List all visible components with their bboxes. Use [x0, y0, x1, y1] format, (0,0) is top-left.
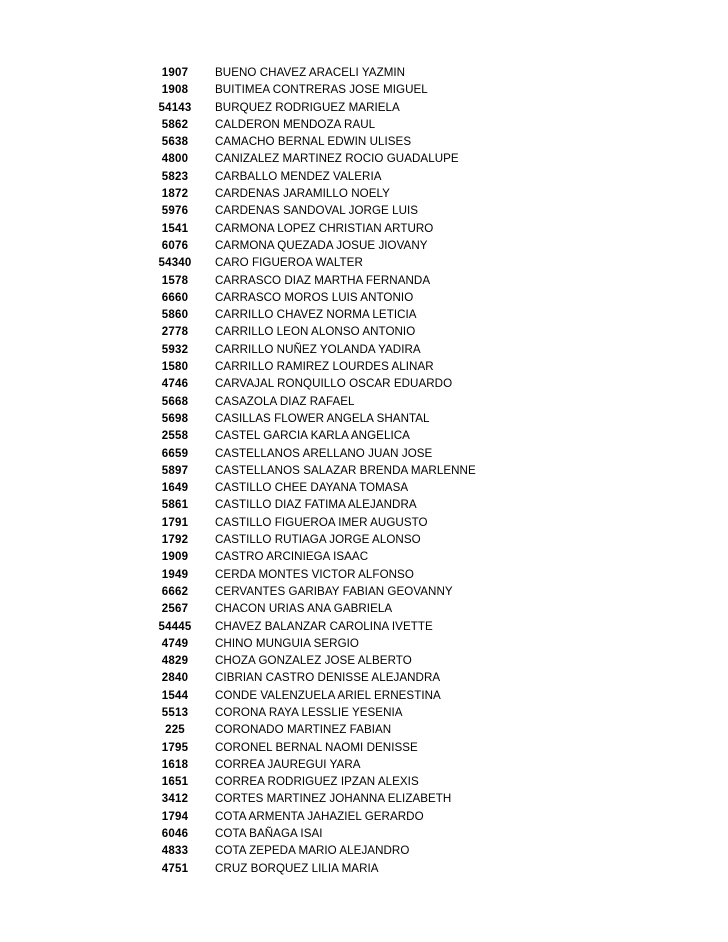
list-item [154, 306, 484, 323]
list-item [154, 531, 484, 548]
entry-id: 3412 [161, 793, 189, 806]
entry-name: BURQUEZ RODRIGUEZ MARIELA [215, 100, 400, 114]
list-item [154, 168, 484, 185]
entry-name: COTA ARMENTA JAHAZIEL GERARDO [215, 809, 424, 823]
entry-name: CASTILLO CHEE DAYANA TOMASA [215, 481, 409, 495]
entry-name: COTA ZEPEDA MARIO ALEJANDRO [215, 844, 410, 858]
entry-name: CASTILLO DIAZ FATIMA ALEJANDRA [215, 498, 417, 512]
entry-id: 54445 [158, 620, 192, 633]
list-item [154, 566, 484, 583]
list-item [154, 393, 484, 410]
list-item [154, 669, 484, 686]
entry-id: 4800 [161, 153, 189, 166]
list-item [154, 410, 484, 427]
entry-id: 1618 [161, 758, 189, 771]
entry-name: CARRASCO DIAZ MARTHA FERNANDA [215, 273, 431, 287]
list-item [154, 375, 484, 392]
entry-id: 1872 [161, 188, 189, 201]
entry-name: CARVAJAL RONQUILLO OSCAR EDUARDO [215, 377, 453, 391]
entry-id: 1794 [161, 810, 189, 823]
list-item [154, 773, 484, 790]
entry-name: CASILLAS FLOWER ANGELA SHANTAL [215, 411, 430, 425]
entry-id: 1907 [161, 67, 189, 79]
entry-id: 225 [165, 724, 185, 737]
list-item [154, 99, 484, 116]
entry-id: 2558 [161, 430, 189, 443]
list-item [154, 721, 484, 738]
entry-id: 6076 [161, 239, 189, 252]
entry-name: CARO FIGUEROA WALTER [215, 256, 363, 270]
entry-id: 5861 [161, 499, 189, 512]
entry-id: 54143 [158, 101, 192, 114]
entry-id: 6662 [161, 585, 189, 598]
entry-name: CRUZ BORQUEZ LILIA MARIA [215, 861, 379, 875]
list-item [154, 704, 484, 721]
entry-id: 2567 [161, 603, 189, 616]
list-item [154, 64, 484, 81]
list-item [154, 618, 484, 635]
entry-id: 5976 [161, 205, 189, 218]
entry-name: CASTELLANOS ARELLANO JUAN JOSE [215, 446, 433, 460]
entry-name: CARRILLO LEON ALONSO ANTONIO [215, 325, 416, 339]
list-item [154, 825, 484, 842]
entry-id: 1651 [161, 776, 189, 789]
entry-id: 1909 [161, 551, 189, 564]
entry-name: CERVANTES GARIBAY FABIAN GEOVANNY [215, 584, 453, 598]
list-item [154, 237, 484, 254]
entry-id: 1649 [161, 482, 189, 495]
entry-name: CHAVEZ BALANZAR CAROLINA IVETTE [215, 619, 433, 633]
entry-name: CORONA RAYA LESSLIE YESENIA [215, 705, 403, 719]
entry-id: 5897 [161, 464, 189, 477]
entry-name: CARMONA LOPEZ CHRISTIAN ARTURO [215, 221, 434, 235]
entry-id: 5823 [161, 170, 189, 183]
entry-name: COTA BAÑAGA ISAI [215, 827, 323, 841]
entry-id: 2840 [161, 672, 189, 685]
entry-id: 4749 [161, 637, 189, 650]
entry-name: CONDE VALENZUELA ARIEL ERNESTINA [215, 688, 441, 702]
entry-name: CARBALLO MENDEZ VALERIA [215, 169, 382, 183]
entry-name: CARDENAS SANDOVAL JORGE LUIS [215, 204, 419, 218]
list-item [154, 358, 484, 375]
entry-id: 6660 [161, 291, 189, 304]
list-item [154, 81, 484, 98]
list-item [154, 150, 484, 167]
entry-id: 5698 [161, 412, 189, 425]
list-item [154, 583, 484, 600]
entry-name: CARMONA QUEZADA JOSUE JIOVANY [215, 238, 428, 252]
list-item [154, 116, 484, 133]
list-item [154, 842, 484, 859]
entry-id: 5638 [161, 136, 189, 149]
entry-name: CARRILLO NUÑEZ YOLANDA YADIRA [215, 342, 421, 356]
entry-name: BUENO CHAVEZ ARACELI YAZMIN [215, 66, 406, 79]
list-item [154, 790, 484, 807]
entry-name: CIBRIAN CASTRO DENISSE ALEJANDRA [215, 671, 441, 685]
name-list [154, 64, 484, 877]
entry-name: CASAZOLA DIAZ RAFAEL [215, 394, 355, 408]
entry-name: CASTILLO FIGUEROA IMER AUGUSTO [215, 515, 428, 529]
entry-id: 5862 [161, 118, 189, 131]
entry-id: 6659 [161, 447, 189, 460]
entry-id: 5932 [161, 343, 189, 356]
entry-id: 4751 [161, 862, 189, 875]
entry-name: CARRASCO MOROS LUIS ANTONIO [215, 290, 414, 304]
entry-name: CERDA MONTES VICTOR ALFONSO [215, 567, 414, 581]
entry-id: 4746 [161, 378, 189, 391]
entry-name: CARDENAS JARAMILLO NOELY [215, 187, 390, 201]
list-item [154, 133, 484, 150]
entry-name: CORTES MARTINEZ JOHANNA ELIZABETH [215, 792, 452, 806]
list-item [154, 514, 484, 531]
list-item [154, 445, 484, 462]
list-item [154, 254, 484, 271]
entry-name: BUITIMEA CONTRERAS JOSE MIGUEL [215, 83, 428, 97]
list-item [154, 185, 484, 202]
entry-name: CASTEL GARCIA KARLA ANGELICA [215, 429, 410, 443]
entry-id: 1949 [161, 568, 189, 581]
list-item [154, 462, 484, 479]
entry-id: 1578 [161, 274, 189, 287]
entry-id: 1908 [161, 84, 189, 97]
entry-id: 4829 [161, 655, 189, 668]
entry-id: 4833 [161, 845, 189, 858]
list-item [154, 341, 484, 358]
entry-id: 2778 [161, 326, 189, 339]
list-item [154, 548, 484, 565]
entry-name: CAMACHO BERNAL EDWIN ULISES [215, 135, 412, 149]
entry-id: 5668 [161, 395, 189, 408]
entry-id: 54340 [158, 257, 192, 270]
list-item [154, 272, 484, 289]
entry-id: 1544 [161, 689, 189, 702]
list-item [154, 687, 484, 704]
entry-id: 5513 [161, 706, 189, 719]
list-item [154, 652, 484, 669]
list-item [154, 289, 484, 306]
list-item [154, 479, 484, 496]
entry-name: CASTELLANOS SALAZAR BRENDA MARLENNE [215, 463, 476, 477]
entry-name: CASTILLO RUTIAGA JORGE ALONSO [215, 533, 421, 547]
entry-id: 1792 [161, 534, 189, 547]
entry-id: 1791 [161, 516, 189, 529]
entry-name: CHINO MUNGUIA SERGIO [215, 636, 360, 650]
entry-id: 1580 [161, 361, 189, 374]
entry-id: 1795 [161, 741, 189, 754]
entry-name: CALDERON MENDOZA RAUL [215, 117, 376, 131]
entry-name: CARRILLO RAMIREZ LOURDES ALINAR [215, 360, 434, 374]
entry-name: CORONEL BERNAL NAOMI DENISSE [215, 740, 418, 754]
entry-name: CORONADO MARTINEZ FABIAN [215, 723, 392, 737]
entry-name: CANIZALEZ MARTINEZ ROCIO GUADALUPE [215, 152, 459, 166]
entry-name: CORREA JAUREGUI YARA [215, 757, 361, 771]
list-item [154, 860, 484, 877]
entry-name: CORREA RODRIGUEZ IPZAN ALEXIS [215, 775, 419, 789]
list-item [154, 635, 484, 652]
list-item [154, 739, 484, 756]
list-item [154, 756, 484, 773]
entry-id: 5860 [161, 309, 189, 322]
list-item [154, 323, 484, 340]
list-item [154, 600, 484, 617]
entry-id: 1541 [161, 222, 189, 235]
list-item [154, 220, 484, 237]
list-item [154, 808, 484, 825]
entry-name: CHOZA GONZALEZ JOSE ALBERTO [215, 654, 412, 668]
list-item [154, 202, 484, 219]
list-item [154, 496, 484, 513]
entry-id: 6046 [161, 828, 189, 841]
entry-name: CHACON URIAS ANA GABRIELA [215, 602, 393, 616]
entry-name: CASTRO ARCINIEGA ISAAC [215, 550, 369, 564]
entry-name: CARRILLO CHAVEZ NORMA LETICIA [215, 308, 417, 322]
list-item [154, 427, 484, 444]
